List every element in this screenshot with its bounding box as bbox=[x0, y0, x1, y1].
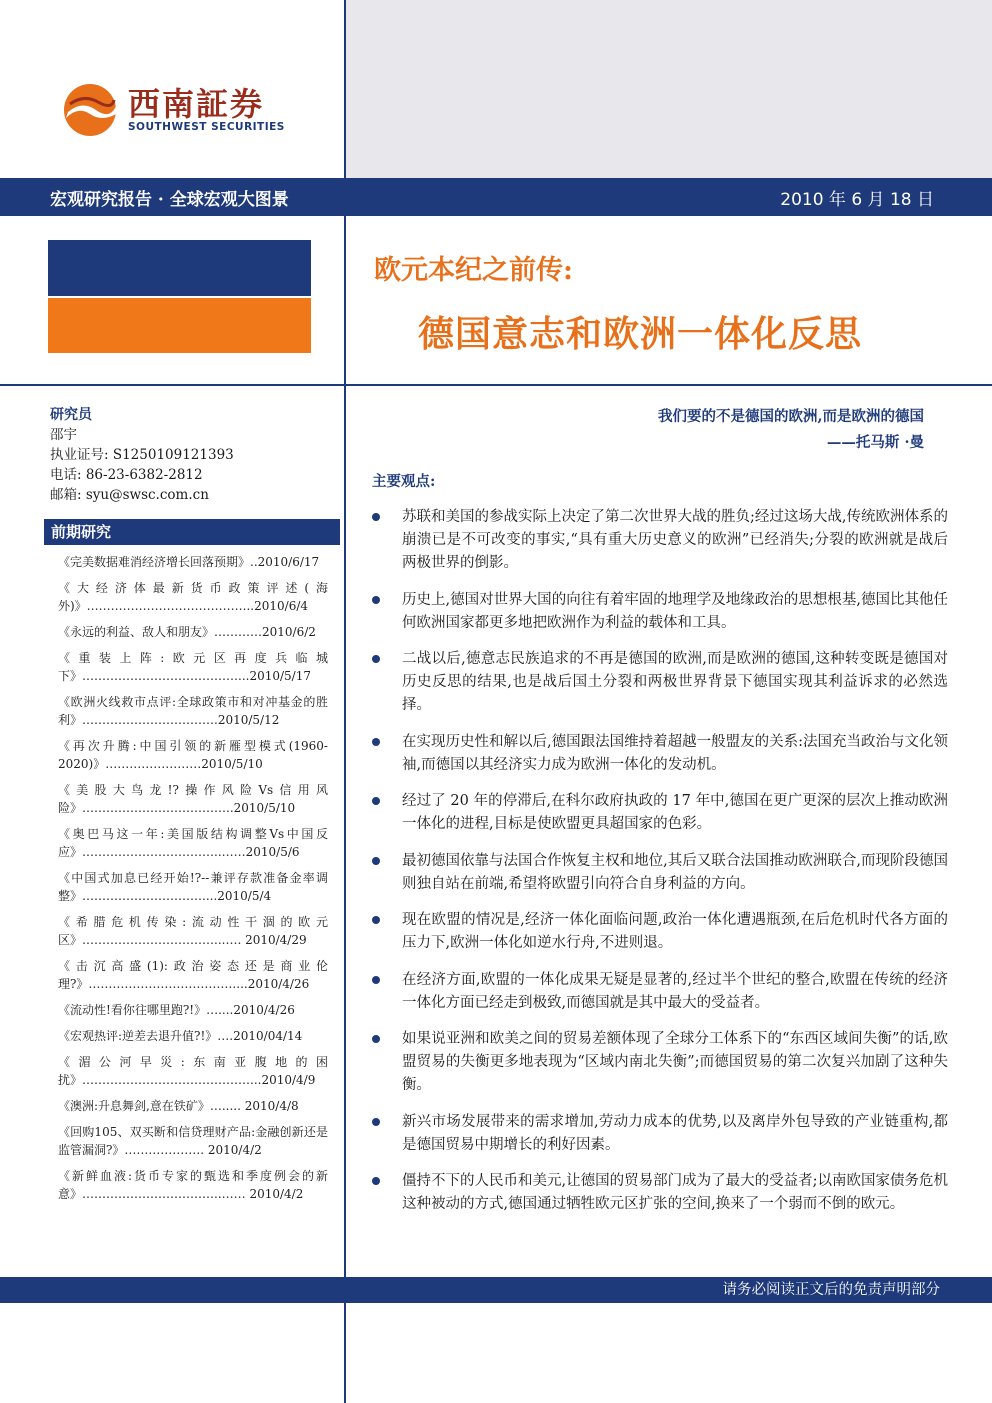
list-item: 最初德国依靠与法国合作恢复主权和地位,其后又联合法国推动欧洲联合,而现阶段德国则独自站在前端,希望将欧盟引向符合自身利益的方向。 bbox=[372, 850, 948, 896]
list-item[interactable]: 《欧洲火线救市点评:全球政策市和对冲基金的胜利》…………………………….2010/5/12 bbox=[58, 695, 328, 727]
list-item: 如果说亚洲和欧美之间的贸易差额体现了全球分工体系下的“东西区域间失衡”的话,欧盟贸易的失衡更多地表现为“区域内南北失衡”;而德国贸易的第二次复兴加剧了这种失衡。 bbox=[372, 1028, 948, 1097]
list-item: 历史上,德国对世界大国的向往有着牢固的地理学及地缘政治的思想根基,德国比其他任何欧洲国家都更多地把欧洲作为利益的载体和工具。 bbox=[372, 589, 948, 635]
bullet-icon bbox=[372, 976, 380, 984]
report-title-line2: 德国意志和欧洲一体化反思 bbox=[418, 313, 863, 355]
list-item[interactable]: 《永远的利益、敌人和朋友》…………2010/6/2 bbox=[58, 625, 316, 639]
bullet-icon bbox=[372, 655, 380, 663]
list-item: 二战以后,德意志民族追求的不再是德国的欧洲,而是欧洲的德国,这种转变既是德国对历史反思的结果,也是战后国土分裂和两极世界背景下德国实现其利益诉求的必然选择。 bbox=[372, 648, 948, 717]
list-item[interactable]: 《奥巴马这一年:美国版结构调整Vs中国反应》……………………………..……2010/5/6 bbox=[58, 827, 328, 859]
main-points-list bbox=[372, 506, 948, 1230]
analyst-license: 执业证号: S1250109121393 bbox=[50, 447, 234, 463]
list-item: 新兴市场发展带来的需求增加,劳动力成本的优势,以及离岸外包导致的产业链重构,都是德国贸易中期增长的利好因素。 bbox=[372, 1111, 948, 1157]
list-item[interactable]: 《流动性!看你往哪里跑?!》…....2010/4/26 bbox=[58, 1003, 295, 1017]
bullet-icon bbox=[372, 1118, 380, 1126]
analyst-info bbox=[50, 405, 234, 505]
quote-author: ——托马斯 ·曼 bbox=[826, 434, 924, 451]
list-item[interactable]: 《美股大鸟龙!?操作风险Vs信用风险》………………………………..2010/5/10 bbox=[58, 783, 328, 815]
report-date: 2010 年 6 月 18 日 bbox=[780, 189, 934, 210]
logo-emblem-icon bbox=[62, 82, 118, 138]
bullet-icon bbox=[372, 738, 380, 746]
bullet-icon bbox=[372, 596, 380, 604]
list-item: 在经济方面,欧盟的一体化成果无疑是显著的,经过半个世纪的整合,欧盟在传统的经济一体化方面已经走到极致,而德国就是其中最大的受益者。 bbox=[372, 969, 948, 1015]
list-item: 僵持不下的人民币和美元,让德国的贸易部门成为了最大的受益者;以南欧国家债务危机这种被动的方式,德国通过牺牲欧元区扩张的空间,换来了一个弱而不倒的欧元。 bbox=[372, 1170, 948, 1216]
main-points-label: 主要观点: bbox=[372, 473, 436, 490]
list-item[interactable]: 《再次升腾:中国引领的新雁型模式(1960-2020)》……………………2010/5/10 bbox=[58, 739, 328, 771]
company-logo bbox=[62, 82, 285, 138]
bullet-icon bbox=[372, 513, 380, 521]
bullet-icon bbox=[372, 797, 380, 805]
footer-disclaimer-bar bbox=[0, 1277, 992, 1303]
list-item[interactable]: 《重装上阵:欧元区再度兵临城下》…………………………………...2010/5/17 bbox=[58, 651, 328, 683]
prior-research-list bbox=[58, 553, 328, 1211]
list-item[interactable]: 《宏观热评:逆差去退升值?!》….2010/04/14 bbox=[58, 1029, 303, 1043]
list-item[interactable]: 《澳洲:升息舞剑,意在铁矿》…..... 2010/4/8 bbox=[58, 1099, 299, 1113]
epigraph-quote bbox=[658, 404, 924, 456]
logo-chinese-name: 西南証券 bbox=[128, 85, 265, 123]
report-title-line1: 欧元本纪之前传: bbox=[374, 255, 573, 286]
bullet-icon bbox=[372, 1177, 380, 1185]
prior-research-header: 前期研究 bbox=[44, 519, 340, 545]
logo-english-name: SOUTHWEST SECURITIES bbox=[128, 121, 285, 133]
list-item[interactable]: 《湄公河早災:东南亚腹地的困扰》……………………………………...2010/4/9 bbox=[58, 1055, 328, 1087]
header-grey-panel bbox=[344, 0, 992, 178]
list-item[interactable]: 《新鲜血液:货币专家的甄选和季度例会的新意》……………………………..…… 2010/4/2 bbox=[58, 1169, 328, 1201]
list-item[interactable]: 《回购105、双买断和信贷理财产品:金融创新还是监管漏洞?》…….…………. 2010/4/2 bbox=[58, 1125, 328, 1157]
list-item: 经过了 20 年的停滞后,在科尔政府执政的 17 年中,德国在更广更深的层次上推动欧洲一体化的进程,目标是使欧盟更具超国家的色彩。 bbox=[372, 790, 948, 836]
list-item[interactable]: 《希腊危机传染:流动性干涸的欧元区》……………………………...…. 2010/4/29 bbox=[58, 915, 328, 947]
list-item: 苏联和美国的参战实际上决定了第二次世界大战的胜负;经过这场大战,传统欧洲体系的崩溃已是不可改变的事实,“具有重大历史意义的欧洲”已经消失;分裂的欧洲就是战后两极世界的倒影。 bbox=[372, 506, 948, 575]
quote-text: 我们要的不是德国的欧洲,而是欧洲的德国 bbox=[657, 408, 924, 425]
horizontal-divider bbox=[0, 384, 992, 386]
bullet-icon bbox=[372, 857, 380, 865]
analyst-label: 研究员 bbox=[50, 407, 92, 423]
list-item: 现在欧盟的情况是,经济一体化面临问题,政治一体化遭遇瓶颈,在后危机时代各方面的压力下,欧洲一体化如逆水行舟,不进则退。 bbox=[372, 909, 948, 955]
report-type: 宏观研究报告 · 全球宏观大图景 bbox=[50, 189, 289, 210]
analyst-phone: 电话: 86-23-6382-2812 bbox=[50, 467, 203, 483]
decor-block-orange bbox=[48, 298, 311, 353]
decor-block-blue bbox=[48, 240, 311, 296]
analyst-email[interactable]: 邮箱: syu@swsc.com.cn bbox=[50, 487, 209, 503]
report-header-bar bbox=[0, 178, 992, 216]
list-item[interactable]: 《击沉高盛(1):政治姿态还是商业伦理?》………………………………....2010/4/26 bbox=[58, 959, 328, 991]
list-item[interactable]: 《大经济体最新货币政策评述(海外)》…………………………………...2010/6/4 bbox=[58, 581, 328, 613]
list-item[interactable]: 《完美数据难消经济增长回落预期》..2010/6/17 bbox=[58, 555, 320, 569]
bullet-icon bbox=[372, 916, 380, 924]
list-item: 在实现历史性和解以后,德国跟法国维持着超越一般盟友的关系:法国充当政治与文化领袖,而德国以其经济实力成为欧洲一体化的发动机。 bbox=[372, 731, 948, 777]
analyst-name: 邵宇 bbox=[50, 427, 77, 443]
footer-disclaimer-text[interactable]: 请务必阅读正文后的免责声明部分 bbox=[722, 1282, 940, 1298]
bullet-icon bbox=[372, 1035, 380, 1043]
list-item[interactable]: 《中国式加息已经开始!?--兼评存款准备金率调整》…………………………....2010/5/4 bbox=[58, 871, 328, 903]
